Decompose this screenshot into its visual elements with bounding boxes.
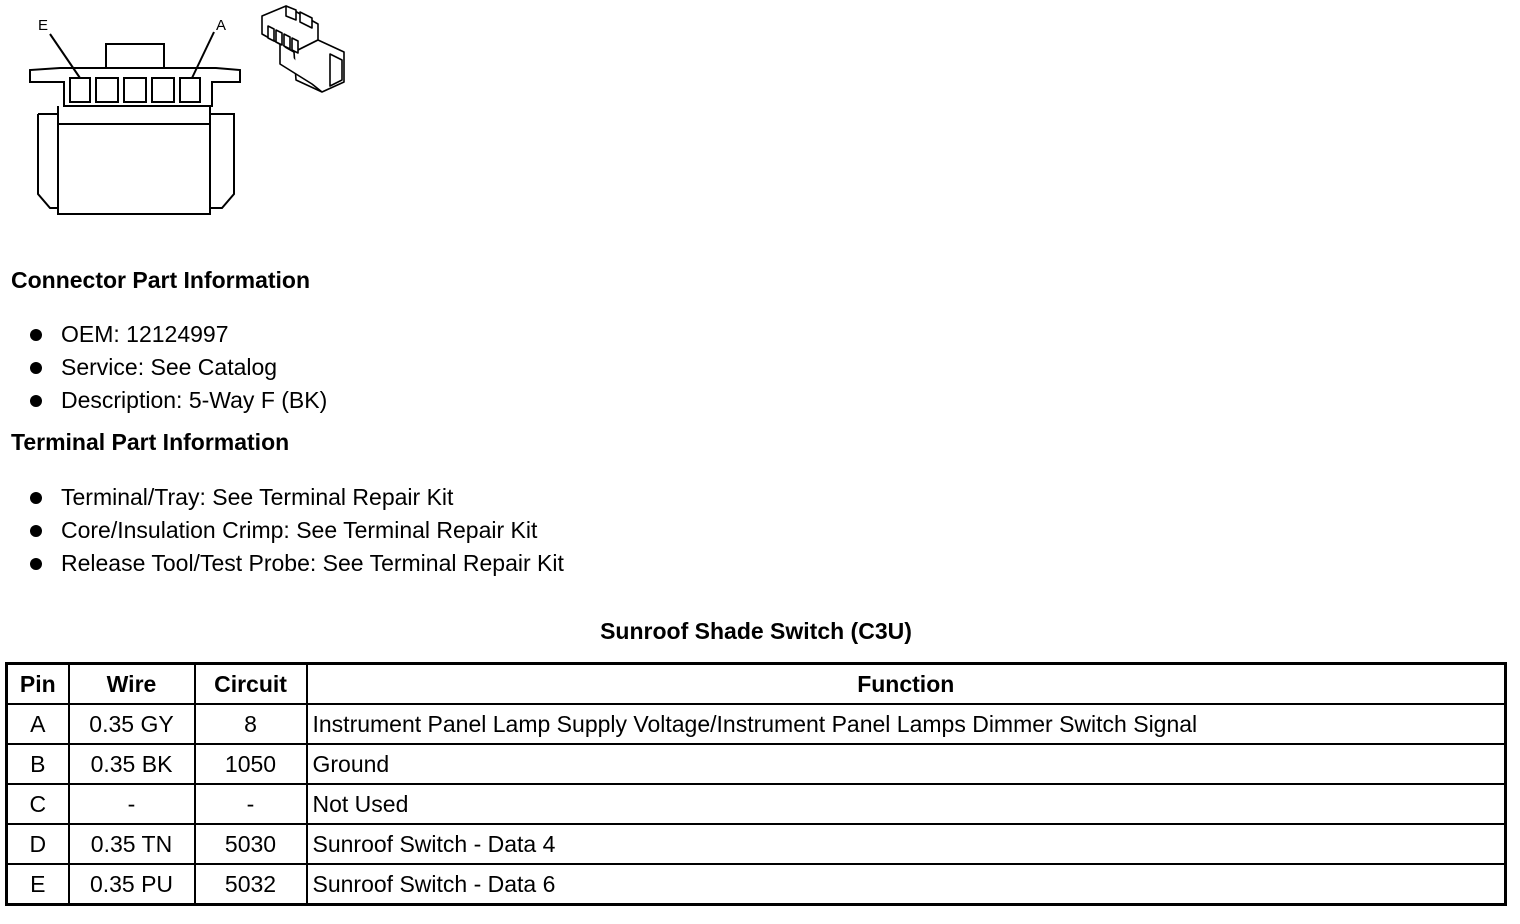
bullet-icon bbox=[30, 525, 42, 537]
bullet-icon bbox=[30, 395, 42, 407]
cell-circuit: 5030 bbox=[195, 824, 307, 864]
terminal-part-list bbox=[28, 481, 564, 580]
cell-circuit: 1050 bbox=[195, 744, 307, 784]
cell-function: Sunroof Switch - Data 4 bbox=[307, 824, 1506, 864]
cell-wire: - bbox=[69, 784, 195, 824]
list-item-text: Service: See Catalog bbox=[61, 354, 278, 380]
list-item-text: Core/Insulation Crimp: See Terminal Repair Kit bbox=[61, 517, 538, 543]
pin-table bbox=[5, 662, 1507, 906]
list-item-text: OEM: 12124997 bbox=[61, 321, 229, 347]
connector-face-diagram bbox=[28, 8, 248, 220]
list-item-text: Release Tool/Test Probe: See Terminal Repair Kit bbox=[61, 550, 564, 576]
table-row bbox=[7, 824, 1506, 864]
connector-isometric-diagram bbox=[256, 2, 356, 94]
bullet-icon bbox=[30, 492, 42, 504]
cell-pin: A bbox=[7, 704, 69, 744]
cell-wire: 0.35 PU bbox=[69, 864, 195, 905]
cell-pin: D bbox=[7, 824, 69, 864]
cell-wire: 0.35 GY bbox=[69, 704, 195, 744]
table-row bbox=[7, 704, 1506, 744]
bullet-icon bbox=[30, 329, 42, 341]
cell-circuit: - bbox=[195, 784, 307, 824]
table-row bbox=[7, 784, 1506, 824]
header-function: Function bbox=[307, 664, 1506, 705]
connector-part-heading: Connector Part Information bbox=[11, 267, 311, 293]
cell-pin: B bbox=[7, 744, 69, 784]
list-item-text: Terminal/Tray: See Terminal Repair Kit bbox=[61, 484, 454, 510]
header-circuit: Circuit bbox=[195, 664, 307, 705]
cell-circuit: 5032 bbox=[195, 864, 307, 905]
cell-function: Ground bbox=[307, 744, 1506, 784]
header-pin: Pin bbox=[7, 664, 69, 705]
header-wire: Wire bbox=[69, 664, 195, 705]
table-header-row bbox=[7, 664, 1506, 705]
cell-pin: C bbox=[7, 784, 69, 824]
connector-part-list bbox=[28, 318, 327, 417]
cell-wire: 0.35 BK bbox=[69, 744, 195, 784]
list-item bbox=[28, 351, 327, 384]
list-item bbox=[28, 384, 327, 417]
cell-function: Instrument Panel Lamp Supply Voltage/Instrument Panel Lamps Dimmer Switch Signal bbox=[307, 704, 1506, 744]
table-title: Sunroof Shade Switch (C3U) bbox=[600, 618, 912, 644]
bullet-icon bbox=[30, 362, 42, 374]
table-row bbox=[7, 744, 1506, 784]
list-item bbox=[28, 547, 564, 580]
cell-pin: E bbox=[7, 864, 69, 905]
list-item bbox=[28, 514, 564, 547]
bullet-icon bbox=[30, 558, 42, 570]
terminal-part-heading: Terminal Part Information bbox=[11, 429, 290, 455]
pin-a-label: A bbox=[216, 17, 227, 34]
cell-wire: 0.35 TN bbox=[69, 824, 195, 864]
list-item bbox=[28, 481, 564, 514]
cell-function: Sunroof Switch - Data 6 bbox=[307, 864, 1506, 905]
table-row bbox=[7, 864, 1506, 905]
list-item-text: Description: 5-Way F (BK) bbox=[61, 387, 328, 413]
pin-e-label: E bbox=[38, 17, 49, 34]
list-item bbox=[28, 318, 327, 351]
cell-circuit: 8 bbox=[195, 704, 307, 744]
cell-function: Not Used bbox=[307, 784, 1506, 824]
